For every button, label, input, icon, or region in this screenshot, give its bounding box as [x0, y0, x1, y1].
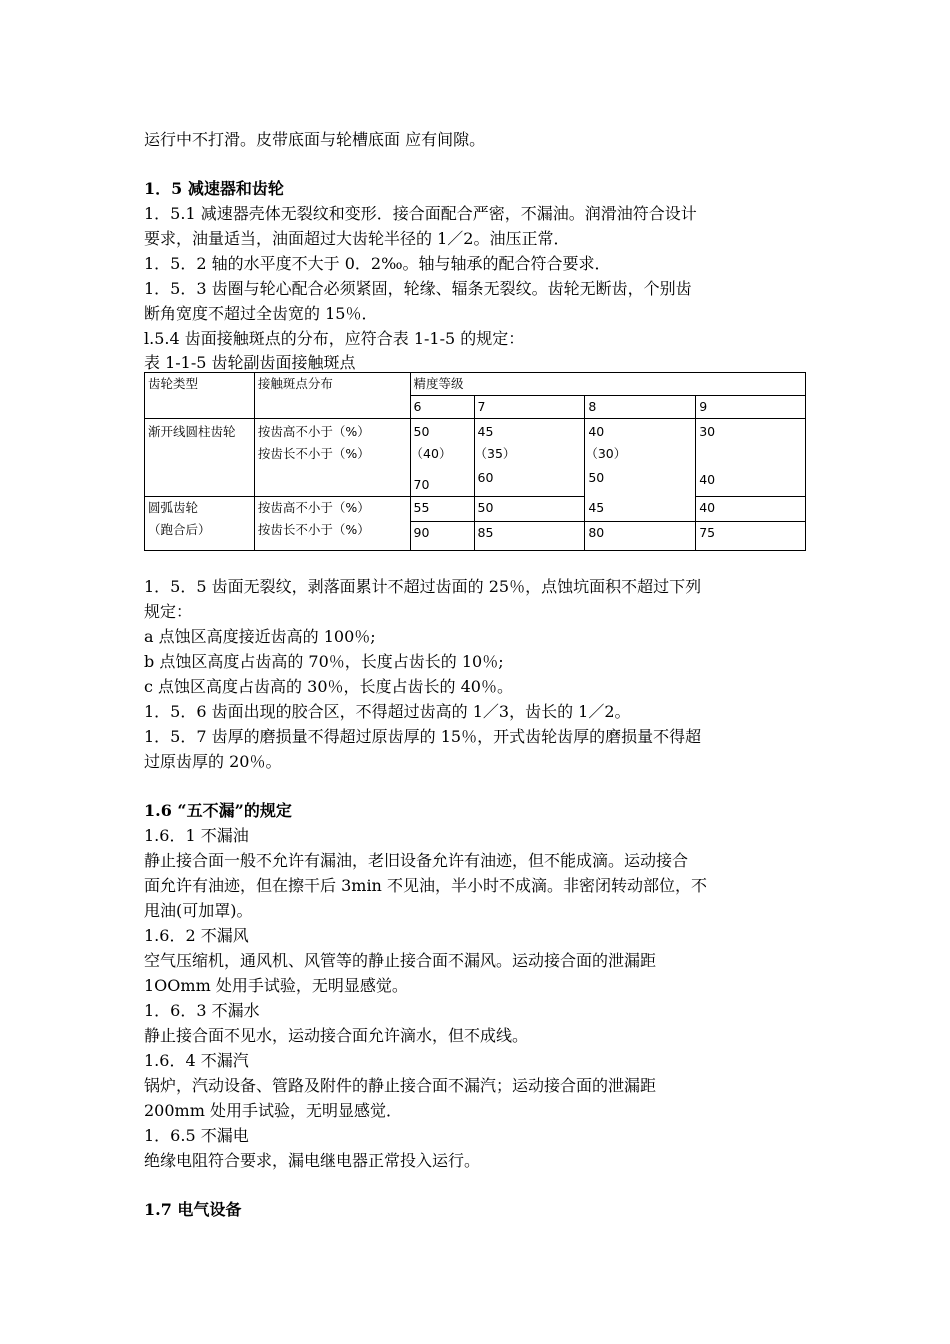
paragraph: 静止接合面一般不允许有漏油，老旧设备允许有油迹，但不能成滴。运动接合 [144, 851, 689, 870]
dist-high-label: 按齿高不小于（%） [257, 424, 370, 439]
subheading: 1.6．2 不漏风 [144, 926, 249, 945]
grade-cell: 6 [410, 396, 474, 419]
paragraph: 规定： [144, 602, 193, 621]
grade-cell: 9 [696, 396, 806, 419]
paragraph: b 点蚀区高度占齿高的 70％，长度占齿长的 10％; [144, 652, 504, 671]
subheading: 1．6．3 不漏水 [144, 1001, 260, 1020]
contact-spot-table [144, 372, 806, 551]
paragraph: a 点蚀区高度接近齿高的 100％; [144, 627, 376, 646]
arc-long-cell: 75 [696, 522, 806, 551]
arc-high-cell: 55 [410, 497, 474, 522]
paragraph: 运行中不打滑。皮带底面与轮槽底面 应有间隙。 [144, 130, 486, 149]
value: （30） [585, 446, 627, 461]
arc-high-cell: 40 [696, 497, 806, 522]
paragraph: 1．5．2 轴的水平度不大于 0．2‰。轴与轴承的配合符合要求． [144, 254, 611, 273]
paragraph: 断角宽度不超过全齿宽的 15％． [144, 304, 378, 323]
paragraph: 1．5．6 齿面出现的胶合区，不得超过齿高的 1／3，齿长的 1／2。 [144, 702, 631, 721]
section-heading-1-5: 1．5 减速器和齿轮 [144, 179, 284, 198]
subheading: 1.6．4 不漏汽 [144, 1051, 249, 1070]
arc-type-line: （跑合后） [148, 522, 211, 537]
paragraph: 绝缘电阻符合要求，漏电继电器正常投入运行。 [144, 1151, 481, 1170]
arc-long-cell: 80 [585, 522, 696, 551]
value: 70 [413, 477, 430, 492]
arc-type-cell [145, 497, 255, 551]
involute-g6-cell [410, 419, 474, 497]
arc-long-cell: 90 [410, 522, 474, 551]
table-caption: 表 1-1-5 齿轮副齿面接触斑点 [144, 353, 356, 372]
subheading: 1.6．1 不漏油 [144, 826, 249, 845]
paragraph: 1．5.1 减速器壳体无裂纹和变形．接合面配合严密，不漏油。润滑油符合设计 [144, 204, 697, 223]
section-heading-1-7: 1.7 电气设备 [144, 1200, 242, 1219]
involute-type-cell: 渐开线圆柱齿轮 [145, 419, 255, 497]
dist-long-label: 按齿长不小于（%） [257, 522, 370, 537]
paragraph: 静止接合面不见水，运动接合面允许滴水，但不成线。 [144, 1026, 529, 1045]
grade-cell: 8 [585, 396, 696, 419]
grade-cell: 7 [474, 396, 585, 419]
value [699, 443, 802, 465]
involute-g7-cell [474, 419, 585, 497]
value: 50 [413, 424, 430, 439]
paragraph: l.5.4 齿面接触斑点的分布，应符合表 1-1-5 的规定： [144, 329, 525, 348]
paragraph: 1．5．3 齿圈与轮心配合必须紧固，轮缘、辐条无裂纹。齿轮无断齿，个别齿 [144, 279, 692, 298]
subheading: 1．6.5 不漏电 [144, 1126, 249, 1145]
arc-high-cell: 45 [585, 497, 696, 522]
dist-high-label: 按齿高不小于（%） [257, 500, 370, 515]
arc-type-line: 圆弧齿轮 [148, 500, 199, 515]
paragraph: 1OOmm 处用手试验，无明显感觉。 [144, 976, 408, 995]
involute-g9-cell [696, 419, 806, 497]
value: （35） [474, 446, 516, 461]
table-header-dist: 接触斑点分布 [254, 373, 410, 419]
paragraph: 过原齿厚的 20％。 [144, 752, 282, 771]
paragraph: 面允许有油迹，但在擦干后 3min 不见油，半小时不成滴。非密闭转动部位，不 [144, 876, 707, 895]
arc-dist-cell [254, 497, 410, 551]
involute-dist-cell [254, 419, 410, 497]
value: 50 [588, 470, 605, 485]
arc-high-cell: 50 [474, 497, 585, 522]
value: （40） [410, 446, 452, 461]
paragraph: 要求，油量适当，油面超过大齿轮半径的 1／2。油压正常． [144, 229, 570, 248]
arc-long-cell: 85 [474, 522, 585, 551]
value: 30 [699, 424, 716, 439]
paragraph: c 点蚀区高度占齿高的 30％，长度占齿长的 40％。 [144, 677, 513, 696]
section-heading-1-6: 1.6 “五不漏”的规定 [144, 801, 292, 820]
paragraph: 锅炉，汽动设备、管路及附件的静止接合面不漏汽；运动接合面的泄漏距 [144, 1076, 657, 1095]
table-header-grade: 精度等级 [410, 373, 805, 396]
paragraph: 200mm 处用手试验，无明显感觉． [144, 1101, 402, 1120]
value: 45 [477, 424, 494, 439]
paragraph: 1．5．5 齿面无裂纹，剥落面累计不超过齿面的 25％，点蚀坑面积不超过下列 [144, 577, 702, 596]
involute-g8-cell [585, 419, 696, 497]
value: 40 [699, 472, 716, 487]
value: 40 [588, 424, 605, 439]
value: 60 [477, 470, 494, 485]
paragraph: 甩油(可加罩)。 [144, 901, 253, 920]
table-header-type: 齿轮类型 [145, 373, 255, 419]
paragraph: 空气压缩机，通风机、风管等的静止接合面不漏风。运动接合面的泄漏距 [144, 951, 657, 970]
paragraph: 1．5．7 齿厚的磨损量不得超过原齿厚的 15％，开式齿轮齿厚的磨损量不得超 [144, 727, 702, 746]
dist-long-label: 按齿长不小于（%） [257, 446, 370, 461]
